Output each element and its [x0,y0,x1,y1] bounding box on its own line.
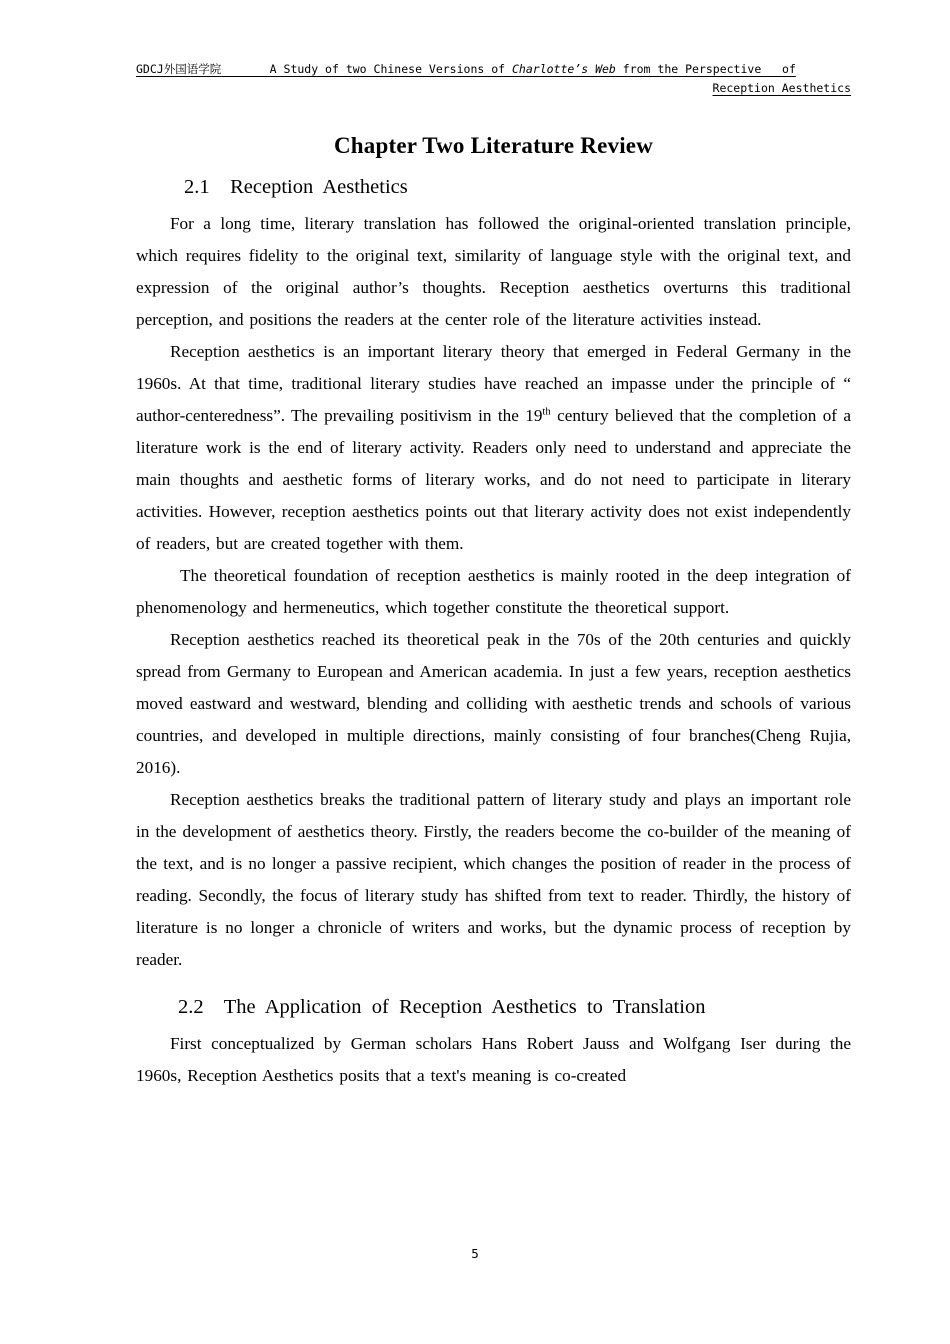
header-title-italic: Charlotte’s Web [512,62,616,76]
running-header [136,60,851,98]
header-line-1 [136,60,851,79]
paragraph-5: Reception aesthetics breaks the traditional pattern of literary study and plays an important role in the development of aesthetics theory. Firstly, the readers become the co-builder of the meaning of the text, and is no longer a passive recipient, which changes the position of reader in the process of reading. Secondly, the focus of literary study has shifted from text to reader. Thirdly, the history of literature is no longer a chronicle of writers and works, but the dynamic process of reception by reader. [136,790,851,969]
header-organization: GDCJ外国语学院 [136,62,222,76]
paragraph-6: First conceptualized by German scholars Hans Robert Jauss and Wolfgang Iser during the 1960s, Reception Aesthetics posits that a text's meaning is co-created [136,1034,851,1085]
header-title-part-1: A Study of two Chinese Versions of [269,62,512,76]
header-title-line-2: Reception Aesthetics [712,81,851,95]
section-heading-2-2: 2.2 The Application of Reception Aesthetics to Translation [178,996,706,1018]
section-heading-2-1: 2.1 Reception Aesthetics [184,176,408,198]
paragraph-2 [136,336,851,560]
paragraph-4: Reception aesthetics reached its theoretical peak in the 70s of the 20th centuries and quickly spread from Germany to European and American academia. In just a few years, reception aesthetics moved eastward and westward, blending and colliding with aesthetic trends and schools of various countries, and developed in multiple directions, mainly consisting of four branches(Cheng Rujia, 2016). [136,630,851,777]
paragraph-2-text-after-superscript: century believed that the completion of a literature work is the end of literary activity. Readers only need to understand and appreciate the main thoughts and aesthetic forms of literary works, and do not need to participate in literary activities. However, reception aesthetics points out that literary activity does not exist independently of readers, but are created together with them. [136,406,852,553]
header-line-2 [136,79,851,98]
ordinal-superscript: th [542,406,551,418]
header-gap [221,62,269,76]
page-number: 5 [471,1246,479,1261]
page-title: Chapter Two Literature Review [333,133,654,158]
paragraph-1: For a long time, literary translation has followed the original-oriented translation principle, which requires fidelity to the original text, similarity of language style with the original text, and expression of the original author’s thoughts. Reception aesthetics overturns this traditional perception, and positions the readers at the center role of the literature activities instead. [136,214,851,329]
paragraph-3: The theoretical foundation of reception aesthetics is mainly rooted in the deep integration of phenomenology and hermeneutics, which together constitute the theoretical support. [136,566,851,617]
header-title-part-2: from the Perspective of [615,62,796,76]
paragraph-2-text-before-superscript: Reception aesthetics is an important literary theory that emerged in Federal Germany in the 1960s. At that time, traditional literary studies have reached an impasse under the principle of “ author-centeredness”. The prevailing positivism in the 19 [136,342,851,425]
text-column [136,128,851,1092]
